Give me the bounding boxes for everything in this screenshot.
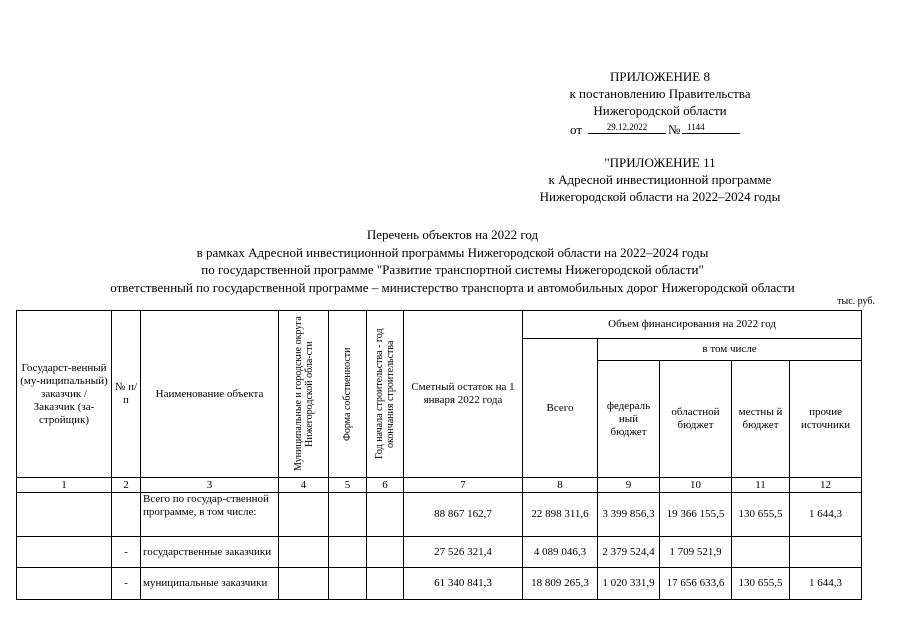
- header-municipal: [279, 311, 329, 478]
- cell-object-name: муниципальные заказчики: [141, 568, 279, 600]
- header-object-name: Наименование объекта: [141, 311, 279, 478]
- header-years-text: Год начала строительства - год окончания строительства: [374, 328, 396, 460]
- header-years: [367, 311, 404, 478]
- cell-local: 130 655,5: [732, 568, 790, 600]
- resolution-date: 29.12.2022: [588, 121, 666, 134]
- column-numbers-row: [17, 478, 862, 493]
- header-other: прочие источники: [790, 361, 862, 478]
- appendix-subtitle-line: Нижегородской области: [593, 103, 727, 118]
- cell-num: -: [112, 568, 141, 600]
- column-number: 7: [404, 478, 523, 493]
- cell-other: 1 644,3: [790, 493, 862, 537]
- column-number: 12: [790, 478, 862, 493]
- cell-ownership: [329, 537, 367, 568]
- header-ownership-text: Форма собственности: [342, 347, 353, 441]
- objects-table: [16, 310, 862, 600]
- from-label: от: [570, 122, 583, 137]
- cell-local: 130 655,5: [732, 493, 790, 537]
- appendix11-line: к Адресной инвестиционной программе: [548, 172, 772, 187]
- cell-remainder: 61 340 841,3: [404, 568, 523, 600]
- column-number: 8: [523, 478, 598, 493]
- cell-customer: [17, 537, 112, 568]
- header-number: № п/п: [112, 311, 141, 478]
- cell-regional: 17 656 633,6: [660, 568, 732, 600]
- cell-object-name: государственные заказчики: [141, 537, 279, 568]
- cell-regional: 1 709 521,9: [660, 537, 732, 568]
- cell-remainder: 88 867 162,7: [404, 493, 523, 537]
- cell-federal: 1 020 331,9: [598, 568, 660, 600]
- cell-ownership: [329, 568, 367, 600]
- cell-num: -: [112, 537, 141, 568]
- cell-num: [112, 493, 141, 537]
- cell-customer: [17, 493, 112, 537]
- cell-municipal: [279, 568, 329, 600]
- header-regional: областной бюджет: [660, 361, 732, 478]
- cell-regional: 19 366 155,5: [660, 493, 732, 537]
- cell-federal: 3 399 856,3: [598, 493, 660, 537]
- cell-federal: 2 379 524,4: [598, 537, 660, 568]
- cell-remainder: 27 526 321,4: [404, 537, 523, 568]
- column-number: 1: [17, 478, 112, 493]
- number-label: №: [668, 122, 681, 137]
- column-number: 3: [141, 478, 279, 493]
- header-federal: федераль ный бюджет: [598, 361, 660, 478]
- column-number: 11: [732, 478, 790, 493]
- title-line: ответственный по государственной программе – министерство транспорта и автомобильных дорог Нижегородской области: [110, 279, 795, 295]
- appendix-subtitle-line: к постановлению Правительства: [569, 86, 751, 101]
- resolution-number: 1144: [682, 121, 740, 134]
- document-title: [0, 226, 905, 296]
- title-line: Перечень объектов на 2022 год: [366, 227, 539, 242]
- table-row: [17, 568, 862, 600]
- column-number: 9: [598, 478, 660, 493]
- header-customer: Государст-венный (му-ниципальный) заказчик / Заказчик (за-стройщик): [17, 311, 112, 478]
- cell-municipal: [279, 537, 329, 568]
- column-number: 6: [367, 478, 404, 493]
- header-including: в том числе: [598, 339, 862, 361]
- appendix-title: ПРИЛОЖЕНИЕ 8: [610, 69, 710, 84]
- title-line: в рамках Адресной инвестиционной программы Нижегородской области на 2022–2024 годы: [196, 244, 709, 260]
- cell-object-name: Всего по государ-ственной программе, в том числе:: [141, 493, 279, 537]
- cell-total: 22 898 311,6: [523, 493, 598, 537]
- column-number: 10: [660, 478, 732, 493]
- cell-ownership: [329, 493, 367, 537]
- column-number: 5: [329, 478, 367, 493]
- cell-years: [367, 493, 404, 537]
- cell-total: 4 089 046,3: [523, 537, 598, 568]
- title-line: по государственной программе "Развитие транспортной системы Нижегородской области": [201, 262, 704, 277]
- signature-line: [570, 118, 750, 136]
- header-total: Всего: [523, 339, 598, 478]
- cell-other: [790, 537, 862, 568]
- cell-customer: [17, 568, 112, 600]
- column-number: 2: [112, 478, 141, 493]
- cell-years: [367, 568, 404, 600]
- table-row: [17, 537, 862, 568]
- units-label: тыс. руб.: [837, 296, 875, 307]
- appendix11-line: Нижегородской области на 2022–2024 годы: [539, 189, 781, 204]
- header-local: местны й бюджет: [732, 361, 790, 478]
- table-row: [17, 493, 862, 537]
- cell-total: 18 809 265,3: [523, 568, 598, 600]
- appendix11-title: "ПРИЛОЖЕНИЕ 11: [604, 155, 716, 170]
- header-municipal-text: Муниципальные и городские округа Нижегородской обла-сти: [292, 316, 315, 472]
- header-ownership: [329, 311, 367, 478]
- cell-other: 1 644,3: [790, 568, 862, 600]
- cell-municipal: [279, 493, 329, 537]
- header-financing: Объем финансирования на 2022 год: [523, 311, 862, 339]
- header-remainder: Сметный остаток на 1 января 2022 года: [404, 311, 523, 478]
- cell-local: [732, 537, 790, 568]
- cell-years: [367, 537, 404, 568]
- column-number: 4: [279, 478, 329, 493]
